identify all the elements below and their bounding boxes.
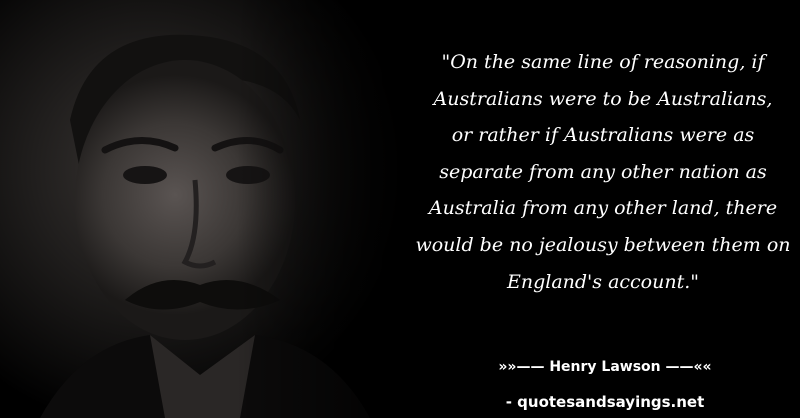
quote-text — [412, 44, 794, 300]
quote-author: »»—— Henry Lawson ——«« — [498, 359, 712, 375]
quote-line: Australia from any other land, there — [428, 197, 778, 220]
quote-line: "On the same line of reasoning, if — [441, 51, 765, 73]
quote-line: would be no jealousy between them on — [415, 233, 791, 256]
source-website: - quotesandsayings.net — [505, 393, 705, 411]
quote-line: Australians were to be Australians, — [433, 87, 773, 110]
quote-line: or rather if Australians were as — [451, 124, 755, 147]
quote-line: separate from any other nation as — [439, 160, 767, 183]
quote-line: England's account." — [506, 270, 700, 293]
